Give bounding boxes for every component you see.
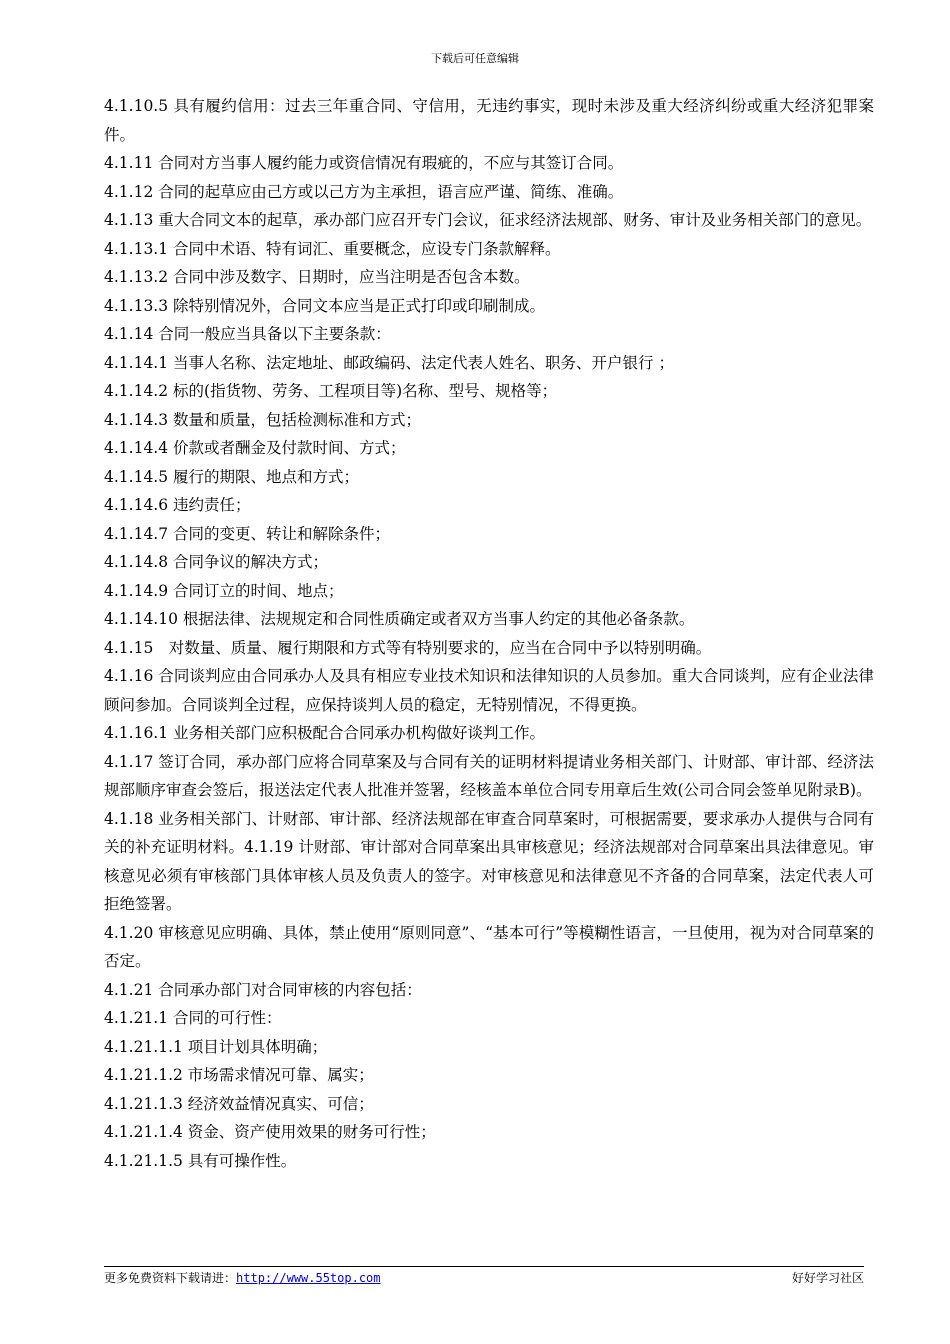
clause-4-1-21-1-3: 4.1.21.1.3 经济效益情况真实、可信； (104, 1094, 374, 1113)
clause-4-1-18: 4.1.18 业务相关部门、计财部、审计部、经济法规部在审查合同草案时，可根据需要，要求承办人提供与合同有关的补充证明材料。4.1.19 计财部、审计部对合同草案出具审核意见；经济法规部对合同草案出具法律意见。审核意见必须有审核部门具体审核人员及负责人的签字。对审核意见和法律意见不齐备的合同草案，法定代表人可拒绝签署。 (104, 809, 874, 913)
footer-community-label: 好好学习社区 (791, 1271, 864, 1285)
clause-4-1-14-10: 4.1.14.10 根据法律、法规规定和合同性质确定或者双方当事人约定的其他必备条款。 (104, 610, 695, 628)
clause-4-1-20: 4.1.20 审核意见应明确、具体，禁止使用“原则同意”、“基本可行”等模糊性语言，一旦使用，视为对合同草案的否定。 (104, 923, 874, 970)
clause-4-1-13-3: 4.1.13.3 除特别情况外，合同文本应当是正式打印或印刷制成。 (104, 296, 546, 315)
footer-text: 更多免费资料下载请进： (104, 1271, 237, 1285)
clause-4-1-14: 4.1.14 合同一般应当具备以下主要条款： (104, 325, 391, 343)
clause-4-1-13: 4.1.13 重大合同文本的起草，承办部门应召开专门会议，征求经济法规部、财务、审计及业务相关部门的意见。 (104, 211, 872, 229)
clause-4-1-21-1-5: 4.1.21.1.5 具有可操作性。 (104, 1151, 297, 1170)
clause-4-1-14-8: 4.1.14.8 合同争议的解决方式； (104, 553, 329, 571)
clause-4-1-14-1: 4.1.14.1 当事人名称、法定地址、邮政编码、法定代表人姓名、职务、开户银行 ； (104, 353, 674, 372)
clause-4-1-14-9: 4.1.14.9 合同订立的时间、地点； (104, 581, 344, 600)
clause-4-1-14-7: 4.1.14.7 合同的变更、转让和解除条件； (104, 524, 391, 543)
clause-4-1-14-4: 4.1.14.4 价款或者酬金及付款时间、方式； (104, 439, 406, 457)
clause-4-1-16: 4.1.16 合同谈判应由合同承办人及具有相应专业技术知识和法律知识的人员参加。重大合同谈判，应有企业法律顾问参加。合同谈判全过程，应保持谈判人员的稳定，无特别情况，不得更换。 (104, 667, 874, 714)
clause-4-1-21-1: 4.1.21.1 合同的可行性： (104, 1009, 282, 1027)
clause-4-1-13-1: 4.1.13.1 合同中术语、特有词汇、重要概念，应设专门条款解释。 (104, 239, 561, 258)
clause-4-1-14-2: 4.1.14.2 标的(指货物、劳务、工程项目等)名称、型号、规格等； (104, 382, 558, 400)
clause-4-1-14-5: 4.1.14.5 履行的期限、地点和方式； (104, 467, 360, 486)
clause-4-1-14-6: 4.1.14.6 违约责任； (104, 496, 251, 514)
clause-4-1-21-1-4: 4.1.21.1.4 资金、资产使用效果的财务可行性； (104, 1123, 436, 1141)
clause-4-1-10-5: 4.1.10.5 具有履约信用：过去三年重合同、守信用，无违约事实，现时未涉及重大经济纠纷或重大经济犯罪案件。 (104, 97, 874, 144)
footer-link[interactable]: http://www.55top.com (236, 1271, 381, 1285)
clause-4-1-13-2: 4.1.13.2 合同中涉及数字、日期时，应当注明是否包含本数。 (104, 268, 530, 286)
clause-4-1-16-1: 4.1.16.1 业务相关部门应积极配合合同承办机构做好谈判工作。 (104, 724, 546, 742)
clause-4-1-15: 4.1.15 对数量、质量、履行期限和方式等有特别要求的，应当在合同中予以特别明确。 (104, 638, 712, 657)
clause-4-1-17: 4.1.17 签订合同，承办部门应将合同草案及与合同有关的证明材料提请业务相关部门、计财部、审计部、经济法规部顺序审查会签后，报送法定代表人批准并签署，经核盖本单位合同专用章后生效(公司合同会签单见附录B)。 (104, 752, 874, 799)
document-body (104, 92, 874, 1175)
footer-divider (104, 1266, 864, 1267)
page-header: 下载后可任意编辑 (431, 52, 519, 65)
clause-4-1-21-1-2: 4.1.21.1.2 市场需求情况可靠、属实； (104, 1066, 374, 1084)
clause-4-1-11: 4.1.11 合同对方当事人履约能力或资信情况有瑕疵的，不应与其签订合同。 (104, 154, 624, 172)
clause-4-1-14-3: 4.1.14.3 数量和质量，包括检测标准和方式； (104, 410, 422, 429)
clause-4-1-21: 4.1.21 合同承办部门对合同审核的内容包括： (104, 980, 422, 999)
footer-left (104, 1270, 381, 1286)
clause-4-1-12: 4.1.12 合同的起草应由己方或以己方为主承担，语言应严谨、简练、准确。 (104, 182, 624, 201)
clause-4-1-21-1-1: 4.1.21.1.1 项目计划具体明确； (104, 1037, 328, 1056)
